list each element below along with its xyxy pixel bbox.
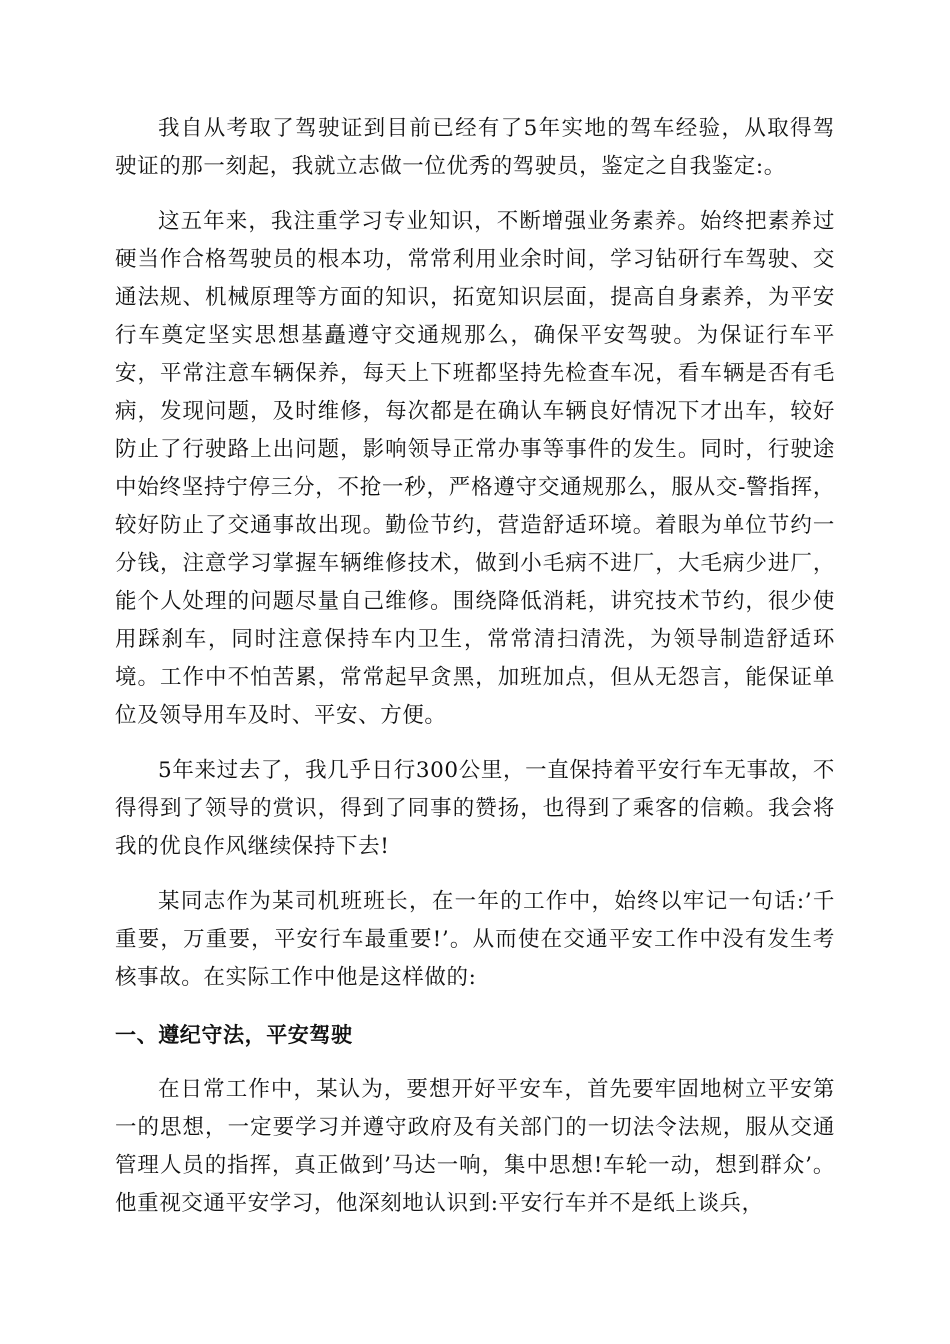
- paragraph-daily-work: 在日常工作中，某认为，要想开好平安车，首先要牢固地树立平安第一的思想，一定要学习并遵守政府及有关部门的一切法令法规，服从交通管理人员的指挥，真正做到’马达一响，集中思想!车轮一动，想到群众’。他重视交通平安学习，他深刻地认识到:平安行车并不是纸上谈兵，: [115, 1077, 835, 1216]
- document-page: [115, 110, 835, 1223]
- section-heading: 一、遵纪守法，平安驾驶: [115, 1023, 353, 1047]
- paragraph-intro: 我自从考取了驾驶证到目前已经有了5年实地的驾车经验，从取得驾驶证的那一刻起，我就立志做一位优秀的驾驶员，鉴定之自我鉴定:。: [115, 116, 835, 179]
- paragraph-squad-leader: 某同志作为某司机班班长，在一年的工作中，始终以牢记一句话:’千重要，万重要，平安行车最重要!’。从而使在交通平安工作中没有发生考核事故。在实际工作中他是这样做的:: [115, 889, 835, 990]
- paragraph-five-years: 这五年来，我注重学习专业知识，不断增强业务素养。始终把素养过硬当作合格驾驶员的根本功，常常利用业余时间，学习钻研行车驾驶、交通法规、机械原理等方面的知识，拓宽知识层面，提高自身素养，为平安行车奠定坚实思想基矗遵守交通规那么，确保平安驾驶。为保证行车平安，平常注意车辆保养，每天上下班都坚持先检查车况，看车辆是否有毛病，发现问题，及时维修，每次都是在确认车辆良好情况下才出车，较好防止了行驶路上出问题，影响领导正常办事等事件的发生。同时，行驶途中始终坚持宁停三分，不抢一秒，严格遵守交通规那么，服从交-警指挥，较好防止了交通事故出现。勤俭节约，营造舒适环境。着眼为单位节约一分钱，注意学习掌握车辆维修技术，做到小毛病不进厂，大毛病少进厂，能个人处理的问题尽量自己维修。围绕降低消耗，讲究技术节约，很少使用踩刹车，同时注意保持车内卫生，常常清扫清洗，为领导制造舒适环境。工作中不怕苦累，常常起早贪黑，加班加点，但从无怨言，能保证单位及领导用车及时、平安、方便。: [115, 209, 835, 728]
- paragraph-summary: 5年来过去了，我几乎日行300公里，一直保持着平安行车无事故，不得得到了领导的赏识，得到了同事的赞扬，也得到了乘客的信赖。我会将我的优良作风继续保持下去!: [115, 758, 835, 859]
